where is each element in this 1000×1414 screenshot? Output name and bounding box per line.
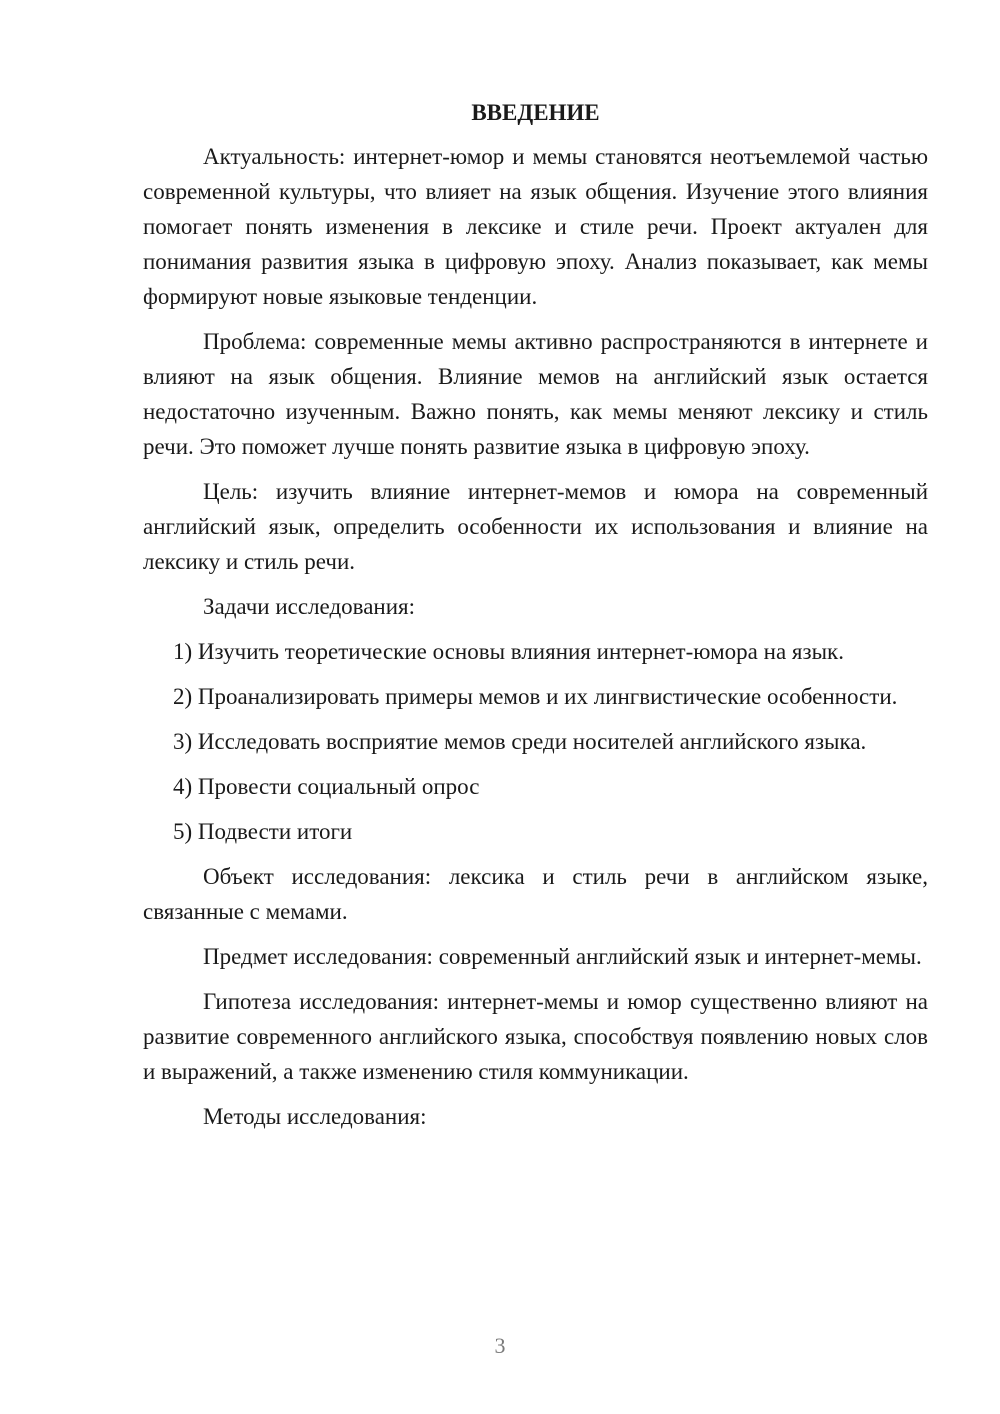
page-content bbox=[143, 95, 928, 1134]
relevance-paragraph: Актуальность: интернет-юмор и мемы становятся неотъемлемой частью современной культуры, что влияет на язык общения. Изучение этого влияния помогает понять изменения в лексике и стиле речи. Проект актуален для понимания развития языка в цифровую эпоху. Анализ показывает, как мемы формируют новые языковые тенденции. bbox=[143, 144, 928, 309]
task-item-5: 5) Подвести итоги bbox=[173, 819, 353, 844]
hypothesis-paragraph: Гипотеза исследования: интернет-мемы и юмор существенно влияют на развитие современного английского языка, способствуя появлению новых слов и выражений, а также изменению стиля коммуникации. bbox=[143, 989, 928, 1084]
methods-heading: Методы исследования: bbox=[203, 1104, 427, 1129]
task-item-3: 3) Исследовать восприятие мемов среди носителей английского языка. bbox=[173, 729, 867, 754]
tasks-heading: Задачи исследования: bbox=[203, 594, 416, 619]
task-item-1: 1) Изучить теоретические основы влияния интернет-юмора на язык. bbox=[173, 639, 844, 664]
page-number: 3 bbox=[494, 1333, 506, 1358]
object-paragraph: Объект исследования: лексика и стиль речи в английском языке, связанные с мемами. bbox=[143, 864, 928, 924]
problem-paragraph: Проблема: современные мемы активно распространяются в интернете и влияют на язык общения. Влияние мемов на английский язык остается недостаточно изученным. Важно понять, как мемы меняют лексику и стиль речи. Это поможет лучше понять развитие языка в цифровую эпоху. bbox=[143, 329, 928, 459]
section-title: ВВЕДЕНИЕ bbox=[471, 100, 600, 125]
task-item-2: 2) Проанализировать примеры мемов и их лингвистические особенности. bbox=[173, 684, 898, 709]
subject-paragraph: Предмет исследования: современный английский язык и интернет-мемы. bbox=[203, 944, 922, 969]
goal-paragraph: Цель: изучить влияние интернет-мемов и юмора на современный английский язык, определить особенности их использования и влияние на лексику и стиль речи. bbox=[143, 479, 928, 574]
task-item-4: 4) Провести социальный опрос bbox=[173, 774, 480, 799]
